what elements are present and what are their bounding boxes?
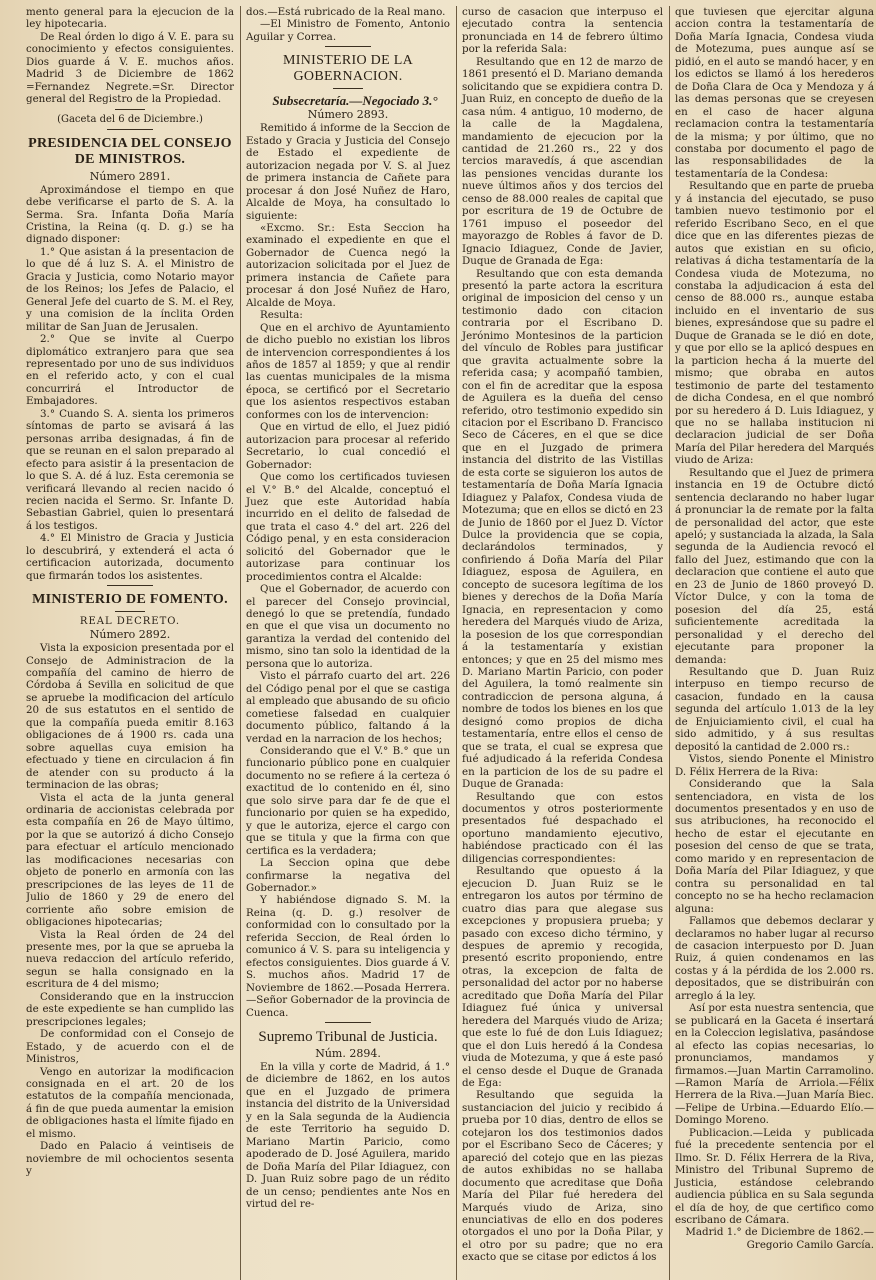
paragraph: 2.° Que se invite al Cuerpo diplomático extranjero para que sea representado por uno de sus individuos en el referido acto, y con el cual concurrirá el Introductor de Embajadores. — [26, 333, 234, 408]
signature-line: Madrid 1.° de Diciembre de 1862.—Gregorio Camilo García. — [685, 1226, 874, 1251]
gaceta-note: (Gaceta del 6 de Diciembre.) — [57, 113, 203, 125]
paragraph: Vista la exposicion presentada por el Consejo de Administracion de la compañía del camino de hierro de Córdoba á Sevilla en solicitud de que se apruebe la modificacion del artículo 20 de sus estatutos en el sentido de que la compañía pueda emitir 8.163 obligaciones de á 1900 rs. cada una sobre aquellas cuya emision ha efectuado y tiene en circulacion á fin de atender con su producto á la terminacion de las obras; — [26, 642, 234, 792]
column-2 — [240, 6, 450, 1280]
section-heading-gobernacion: MINISTERIO DE LA GOBERNACION. — [282, 53, 413, 85]
paragraph: mento general para la ejecucion de la ley hipotecaria. — [26, 6, 234, 31]
paragraph: Resultando que opuesto á la ejecucion D. Juan Ruiz se le entregaron los autos por término de cuatro dias para que alegase sus excepciones y propusiera prueba; y pasado con exceso dicho término, y despues de apremio y recogida, presentó escrito proponiendo, entre otras, la excepcion de falta de personalidad del actor por no haberse acreditado que Doña María del Pilar Idiaguez fué única y universal heredera del Marqués viudo de Ariza; que este lo fué de don Luis Idiaguez; que el don Luis heredó á la Condesa viuda de Motezuma, y que á este pasó el censo desde el Duque de Granada de Ega: — [462, 865, 663, 1089]
paragraph: Considerando que la Sala sentenciadora, en vista de los documentos presentados y en uso de sus atribuciones, ha reconocido el hecho de estar el ejecutante en posesion del censo de que se trata, como marido y en representacion de Doña María del Pilar Idiaguez, y que contra su personalidad en tal concepto no se ha hecho reclamacion alguna: — [675, 778, 874, 915]
paragraph: Así por esta nuestra sentencia, que se publicará en la Gaceta é insertará en la Coleccion legislativa, pasándose al efecto las copias necesarias, lo pronunciamos, mandamos y firmamos.—Juan Martin Carramolino.—Ramon María de Arriola.—Félix Herrera de la Riva.—Juan María Biec.—Felipe de Urbina.—Eduardo Elío.—Domingo Moreno. — [675, 1002, 874, 1127]
paragraph: Considerando que el V.° B.° que un funcionario público pone en cualquier documento no se refiere á la certeza ó exactitud de lo contenido en él, sino que solo sirve para dar fe de que el funcionario por quien se ha expedido, y que le autoriza, ejerce el cargo con que se titula y que la firma con que certifica es la verdadera; — [246, 745, 450, 857]
section-number: Número 2891. — [89, 169, 171, 183]
paragraph: Que en el archivo de Ayuntamiento de dicho pueblo no existian los libros de intervencion correspondientes á los años de 1857 al 1859; y que al rendir las cuentas municipales de la misma época, se certificó por el Secretario que los asientos respectivos estaban conformes con los de intervencion: — [246, 321, 450, 421]
paragraph: 1.° Que asistan á la presentacion de lo que dé á luz S. A. el Ministro de Gracia y Justicia, como Notario mayor de los Reinos; los Jefes de Palacio, el General Jefe del cuarto de S. M. el Rey, y una comision de la ínclita Orden militar de San Juan de Jerusalen. — [26, 245, 234, 333]
paragraph: Que en virtud de ello, el Juez pidió autorizacion para procesar al referido Secretario, lo cual concedió el Gobernador: — [246, 421, 450, 471]
paragraph: Vistos, siendo Ponente el Ministro D. Félix Herrera de la Riva: — [675, 753, 874, 778]
paragraph: Que como los certificados tuviesen el V.° B.° del Alcalde, conceptuó el Juez que este Autoridad había incurrido en el delito de falsedad de que trata el caso 4.° del art. 226 del Código penal, y en esta consideracion solicitó del Gobernador que le autorizase para continuar los procedimientos contra el Alcalde: — [246, 471, 450, 583]
paragraph: De Real órden lo digo á V. E. para su conocimiento y efectos consiguientes. Dios guarde á V. E. muchos años. Madrid 3 de Diciembre de 1862 =Fernandez Negrete.=Sr. Director general del Registro de la Propiedad. — [26, 30, 234, 106]
paragraph: Vista la Real órden de 24 del presente mes, por la que se aprueba la nueva redaccion del artículo referido, segun se halla consignado en la escritura de 4 del mismo; — [26, 928, 234, 991]
divider — [325, 46, 371, 47]
column-1 — [26, 6, 234, 1280]
paragraph: En la villa y corte de Madrid, á 1.° de diciembre de 1862, en los autos que en el Juzgado de primera instancia del distrito de la Universidad y en la Sala segunda de la Audiencia de este Territorio ha seguido D. Mariano Martin Paricio, como apoderado de D. José Aguilera, marido de Doña María del Pilar Idiaguez, con D. Juan Ruiz sobre pago de un rédito de un censo; pendientes ante Nos en virtud del re- — [246, 1060, 450, 1210]
divider — [325, 1022, 371, 1023]
paragraph: Publicacion.—Leida y publicada fué la precedente sentencia por el Ilmo. Sr. D. Félix Herrera de la Riva, Ministro del Tribunal Supremo de Justicia, estándose celebrando audiencia pública en su Sala segunda el día de hoy, de que certifico como escribano de Cámara. — [675, 1126, 874, 1226]
paragraph: curso de casacion que interpuso el ejecutado contra la sentencia pronunciada en 14 de febrero último por la referida Sala: — [462, 6, 663, 56]
paragraph: —El Ministro de Fomento, Antonio Aguilar y Correa. — [246, 18, 450, 43]
paragraph: Resultando que seguida la sustanciacion del juicio y recibido á prueba por 10 dias, dentro de ellos se cotejaron los dos testimonios dados por el Escribano Seco de Cáceres; y apareció del cotejo que en las piezas de autos exhibidas no se hallaba documento que acreditase que Doña María del Pilar fué heredera del Marqués viudo de Ariza, sino enunciativas de ello en dos poderes otorgados el uno por la Doña Pilar, y el otro por su padre; que no era exacto que se citase por edictos á los — [462, 1089, 663, 1264]
section-number: Número 2893. — [307, 108, 389, 122]
paragraph: dos.—Está rubricado de la Real mano. — [246, 6, 446, 18]
section-heading-tribunal: Supremo Tribunal de Justicia. — [258, 1028, 438, 1045]
paragraph: Resultando que en 12 de marzo de 1861 presentó el D. Mariano demanda solicitando que se expidiera contra D. Juan Ruiz, en concepto de dueño de la casa núm. 4 antiguo, 10 moderno, de la calle de la Magdalena, mandamiento de ejecucion por la cantidad de 21.260 rs., 22 y dos tercios maravedís, á que ascendian las pensiones vencidas durante los nueve últimos años y dos tercios del censo de 88.000 reales de capital que por escritura de 19 de Octubre de 1761 impuso el poseedor del mayorazgo de Robles á favor de D. Ignacio Idiaguez, Conde de Javier, Duque de Granada de Ega: — [462, 55, 663, 268]
divider — [107, 585, 153, 586]
paragraph: Vengo en autorizar la modificacion consignada en el art. 20 de los estatutos de la compañía mencionada, á fin de que pueda aumentar la emision de obligaciones hasta el límite fijado en el mismo. — [26, 1065, 234, 1140]
subsecretaria-label: Subsecretaría.—Negociado 3.° — [272, 93, 438, 109]
paragraph: Resultando que D. Juan Ruiz interpuso en tiempo recurso de casacion, fundado en la causa segunda del artículo 1.013 de la ley de Enjuiciamiento civil, el cual ha sido admitido, y á sus resultas depositó la cantidad de 2.000 rs.: — [675, 666, 874, 753]
paragraph: Resultando que con esta demanda presentó la parte actora la escritura original de imposicion del censo y un testimonio dado con citacion contraria por el Escribano D. Jerónimo Montesinos de la particion del vínculo de Robles para justificar que gravita actualmente sobre la referida casa; y acompañó tambien, con el fin de acreditar que la esposa de Aguilera es la dueña del censo referido, otro testimonio expedido sin citacion por el Escribano D. Francisco Seco de Cáceres, en el que se dice que en el Juzgado de primera instancia del distrito de las Vistillas de esta corte se siguieron los autos de testamentaría de Doña María Ignacia Idiaguez y Palafox, Condesa viuda de Motezuma; que en ellos se dictó en 23 de Junio de 1860 por el Juez D. Víctor Dulce la providencia que se copia, declarándolos terminados, y confiriendo á Doña María del Pilar Idiaguez, esposa de Aguilera, en concepto de sucesora legítima de los bienes y derechos de la Doña María Ignacia, en representacion y como heredera del Marqués viudo de Ariza, la posesion de los que correspondian á la testamentaría y existian entonces; y que en 25 del mismo mes D. Mariano Martin Paricio, con poder del Aguilera, la tomó realmente sin contradiccion de persona alguna, á nombre de todos los bienes en los que designó como propios de dicha testamentaría, entre ellos el censo de que se trata, el cual se expresa que fué adjudicado á la referida Condesa en la particion de los de su padre el Duque de Granada: — [462, 267, 663, 791]
section-heading-fomento: MINISTERIO DE FOMENTO. — [32, 592, 228, 608]
paragraph: Y habiéndose dignado S. M. la Reina (q. D. g.) resolver de conformidad con lo consultado por la referida Seccion, de Real órden lo comunico á V. S. para su inteligencia y efectos consiguientes. Dios guarde á V. S. muchos años. Madrid 17 de Noviembre de 1862.—Posada Herrera.—Señor Gobernador de la provincia de Cuenca. — [246, 894, 450, 1019]
paragraph: La Seccion opina que debe confirmarse la negativa del Gobernador.» — [246, 857, 450, 894]
paragraph: Fallamos que debemos declarar y declaramos no haber lugar al recurso de casacion interpuesto por D. Juan Ruiz, á quien condenamos en las costas y á la pérdida de los 2.000 rs. depositados, que se distribuirán con arreglo á la ley. — [675, 915, 874, 1002]
paragraph: Dado en Palacio á veintiseis de noviembre de mil ochocientos sesenta y — [26, 1140, 234, 1178]
paragraph: Vista el acta de la junta general ordinaria de accionistas celebrada por esta compañía en 26 de Mayo último, por la que se autorizó á dicho Consejo para efectuar el artículo mencionado las modificaciones necesarias con objeto de ponerlo en armonía con las prescripciones de las leyes de 11 de Julio de 1860 y 29 de enero del corriente año sobre emision de obligaciones hipotecarias; — [26, 791, 234, 929]
paragraph: que tuviesen que ejercitar alguna accion contra la testamentaría de Doña María Ignacia, Condesa viuda de Motezuma, pues aunque así se pidió, en el auto se mandó hacer, y en los edictos se llamó á los herederos de Doña Clara de Oca y Mendoza y á las demas personas que se creyesen en el caso de hacer alguna reclamacion contra la testamentaría de la misma; y por último, que no constaba por documento el pago de las responsabilidades de la testamentaría de la Condesa: — [675, 6, 874, 180]
paragraph: 3.° Cuando S. A. sienta los primeros síntomas de parto se avisará á las personas arriba designadas, á fin de que se reunan en el salon preparado al efecto para asistir á la presentacion de lo que S. A. dé á luz. Esta ceremonia se verificará llevando al recien nacido ó recien nacida el Sermo. Sr. Infante D. Sebastian Gabriel, quien lo presentará á los testigos. — [26, 407, 234, 532]
divider — [115, 109, 145, 110]
divider — [333, 88, 363, 89]
decree-label: REAL DECRETO. — [79, 616, 181, 628]
paragraph: Visto el párrafo cuarto del art. 226 del Código penal por el que se castiga al empleado que abusando de su oficio cometiese falsedad en cualquier documento público, faltando á la verdad en la narracion de los hechos; — [246, 670, 450, 745]
divider — [107, 129, 153, 130]
paragraph: «Excmo. Sr.: Esta Seccion ha examinado el expediente en que el Gobernador de Cuenca negó la autorizacion solicitada por el Juez de primera instancia de Cañete para procesar á don José Nuñez de Haro, Alcalde de Moya. — [246, 221, 450, 309]
paragraph: 4.° El Ministro de Gracia y Justicia lo descubrirá, y extenderá el acta ó certificacion autorizada, documento que firmarán todos los asistentes. — [26, 532, 234, 582]
column-3 — [456, 6, 663, 1280]
paragraph: Considerando que en la instruccion de este expediente se han cumplido las prescripciones legales; — [26, 990, 234, 1028]
paragraph: Remitido á informe de la Seccion de Estado y Gracia y Justicia del Consejo de Estado el expediente de autorizacion negada por V. S. al Juez de primera instancia de Cañete para procesar á don José Nuñez de Haro, Alcalde de Moya, ha consultado lo siguiente: — [246, 122, 450, 222]
paragraph: De conformidad con el Consejo de Estado, y de acuerdo con el de Ministros, — [26, 1028, 234, 1066]
paragraph: Que el Gobernador, de acuerdo con el parecer del Consejo provincial, denegó lo que se pretendía, fundado en que el que visa un documento no garantiza la verdad del contenido del mismo, sino tan solo la identidad de la persona que lo autoriza. — [246, 583, 450, 670]
column-4 — [669, 6, 874, 1280]
section-number: Núm. 2894. — [315, 1046, 381, 1060]
divider — [115, 611, 145, 612]
paragraph: Aproximándose el tiempo en que debe verificarse el parto de S. A. la Serma. Sra. Infanta Doña María Cristina, la Reina (q. D. g.) se ha dignado disponer: — [26, 183, 234, 246]
paragraph: Resultando que en parte de prueba y á instancia del ejecutado, se puso tambien nuevo testimonio por el referido Escribano Seco, en el que dice que en las diferentes piezas de autos que existian en su oficio, relativas á dicha testamentaría de la Condesa viuda de Motezuma, no constaba la adjudicacion á esta del censo de 88.000 rs., aunque estaba incluido en el inventario de sus bienes, expresándose que su padre el Duque de Granada se le dió en dote, y que por ello se la aplicó despues en la particion hecha á la muerte del mismo; que obraba en autos testimonio de parte del testamento de dicha Condesa, en el que nombró por su heredero á D. Luis Idiaguez, y que no se hallaba institucion ni declaracion judicial de ser Doña María del Pilar heredera del Marqués viudo de Ariza: — [675, 180, 874, 467]
section-heading-presidencia: PRESIDENCIA DEL CONSEJO DE MINISTROS. — [28, 135, 232, 167]
paragraph: Resulta: — [260, 309, 303, 322]
paragraph: Resultando que con estos documentos y otros posteriormente presentados fué despachado el oportuno mandamiento ejecutivo, habiéndose practicado con él las diligencias correspondientes: — [462, 790, 663, 865]
paragraph: Resultando que el Juez de primera instancia en 19 de Octubre dictó sentencia declarando no haber lugar á pronunciar la de remate por la falta de personalidad del actor, que este apeló; y sustanciada la alzada, la Sala segunda de la Audiencia revocó el fallo del Juez, estimando que con la declaracion que contiene el auto que en 23 de Junio de 1860 proveyó D. Víctor Dulce, y con la toma de posesion del día 25, está suficientemente acreditada la personalidad y el derecho del ejecutante para proponer la demanda: — [675, 466, 874, 666]
section-number: Número 2892. — [89, 628, 171, 642]
